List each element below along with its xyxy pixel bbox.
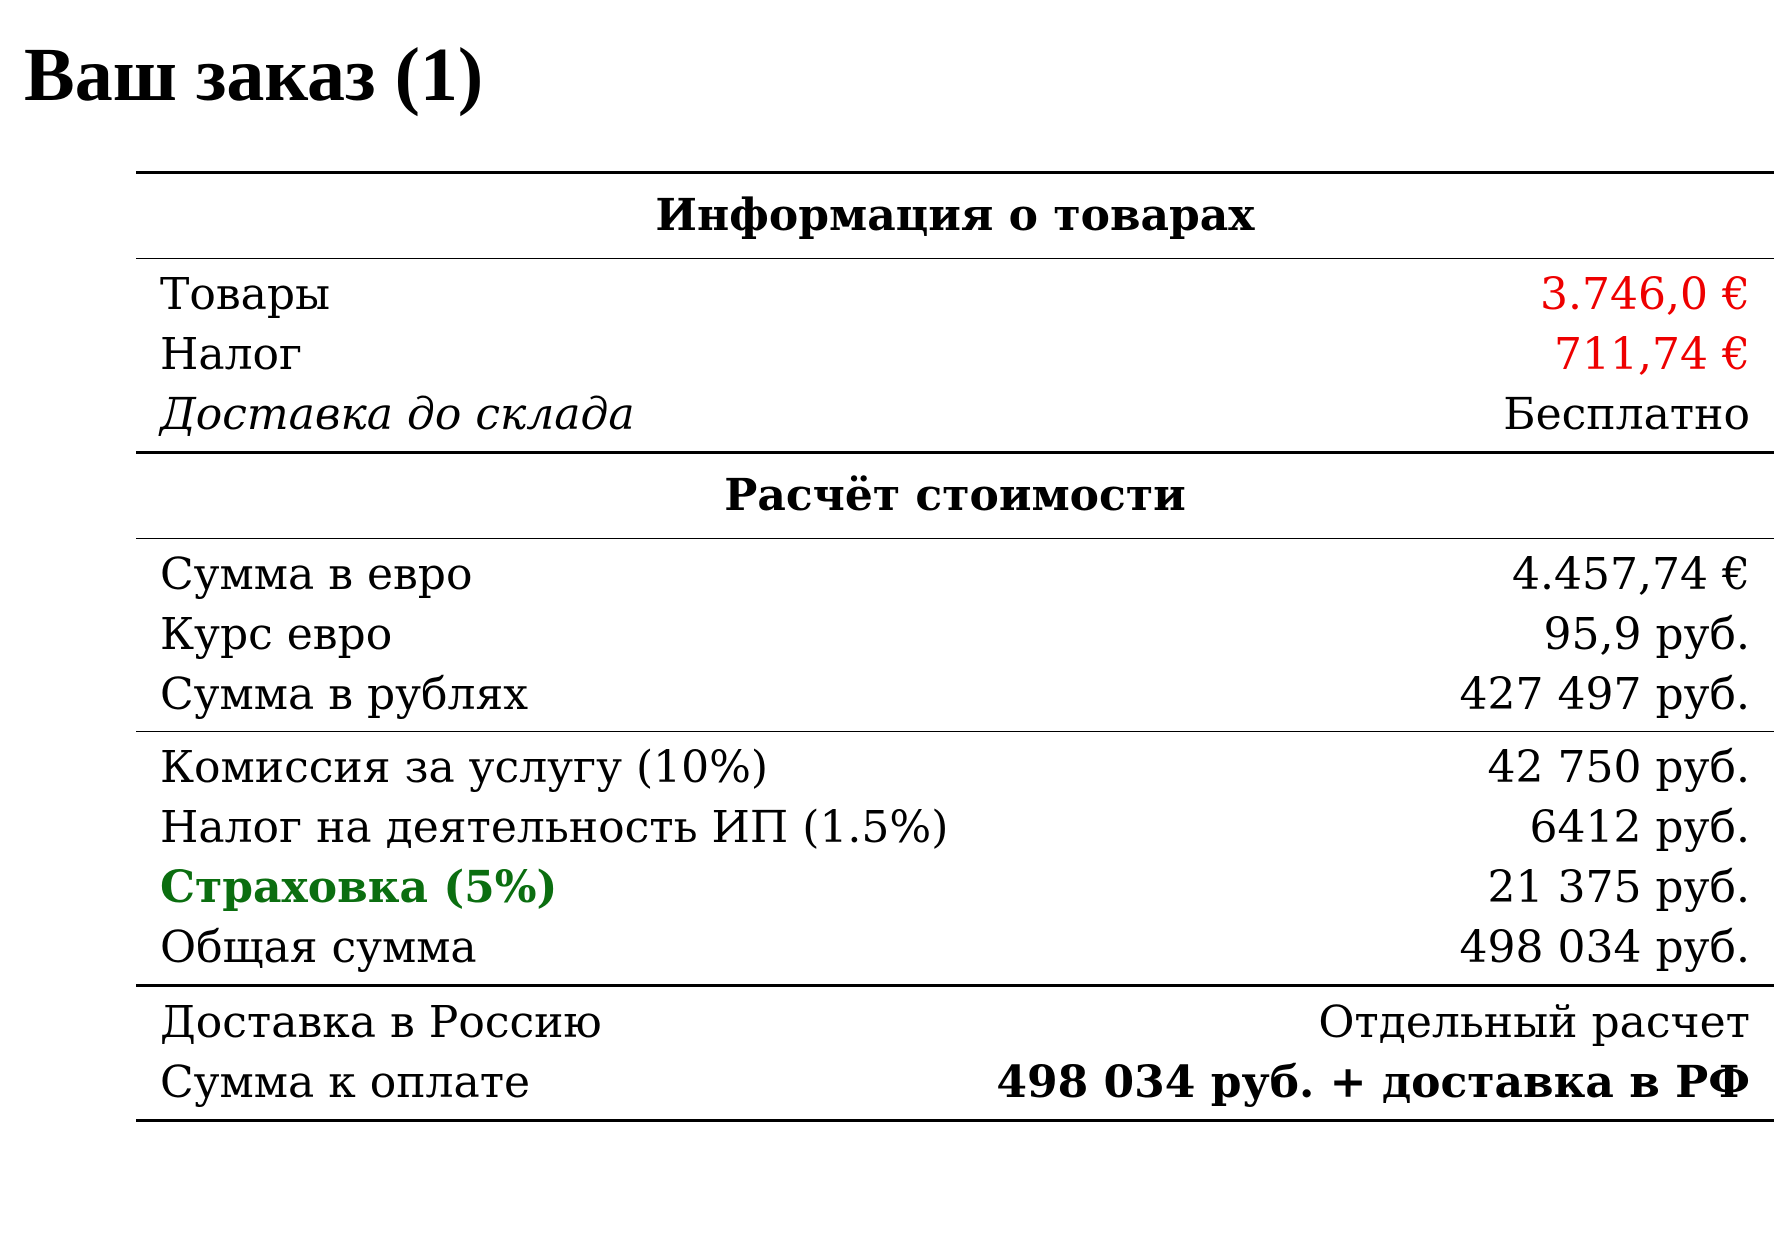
amount-due-value: 498 034 руб. + доставка в РФ: [996, 1057, 1750, 1108]
commission-label: Комиссия за услугу (10%): [160, 742, 769, 793]
rate-value: 95,9 руб.: [1543, 609, 1750, 660]
sum-eur-value: 4.457,74 €: [1512, 549, 1750, 600]
order-summary-table: [136, 171, 1774, 1122]
page-title: Ваш заказ (1): [24, 33, 484, 117]
goods-value: 3.746,0 €: [1540, 269, 1750, 320]
conversion-row-sum-rub: [136, 665, 1774, 732]
sum-rub-label: Сумма в рублях: [160, 669, 529, 720]
fees-row-insurance: [136, 858, 1774, 918]
total-value: 498 034 руб.: [1459, 922, 1750, 973]
calc-header-label: Расчёт стоимости: [724, 470, 1186, 521]
rate-label: Курс евро: [160, 609, 393, 660]
final-row-amount-due: [136, 1053, 1774, 1121]
amount-due-label: Сумма к оплате: [160, 1057, 531, 1108]
goods-label: Товары: [160, 269, 331, 320]
warehouse-delivery-value: Бесплатно: [1503, 389, 1750, 440]
goods-row-items: [136, 259, 1774, 326]
tax-label: Налог: [160, 329, 303, 380]
insurance-label: Страховка (5%): [160, 862, 558, 913]
goods-row-tax: [136, 325, 1774, 385]
insurance-value: 21 375 руб.: [1487, 862, 1750, 913]
russia-delivery-value: Отдельный расчет: [1318, 997, 1750, 1048]
tax-value: 711,74 €: [1554, 329, 1750, 380]
fees-row-ip-tax: [136, 798, 1774, 858]
goods-row-warehouse-delivery: [136, 385, 1774, 453]
russia-delivery-label: Доставка в Россию: [160, 997, 602, 1048]
final-row-russia-delivery: [136, 986, 1774, 1054]
calc-section-header: [136, 453, 1774, 539]
goods-header-label: Информация о товарах: [655, 190, 1255, 241]
ip-tax-label: Налог на деятельность ИП (1.5%): [160, 802, 949, 853]
fees-row-total: [136, 918, 1774, 986]
total-label: Общая сумма: [160, 922, 477, 973]
conversion-row-rate: [136, 605, 1774, 665]
sum-rub-value: 427 497 руб.: [1459, 669, 1750, 720]
fees-row-commission: [136, 732, 1774, 799]
goods-section-header: [136, 173, 1774, 259]
ip-tax-value: 6412 руб.: [1529, 802, 1750, 853]
conversion-row-sum-eur: [136, 539, 1774, 606]
commission-value: 42 750 руб.: [1487, 742, 1750, 793]
warehouse-delivery-label: Доставка до склада: [160, 389, 635, 440]
sum-eur-label: Сумма в евро: [160, 549, 473, 600]
